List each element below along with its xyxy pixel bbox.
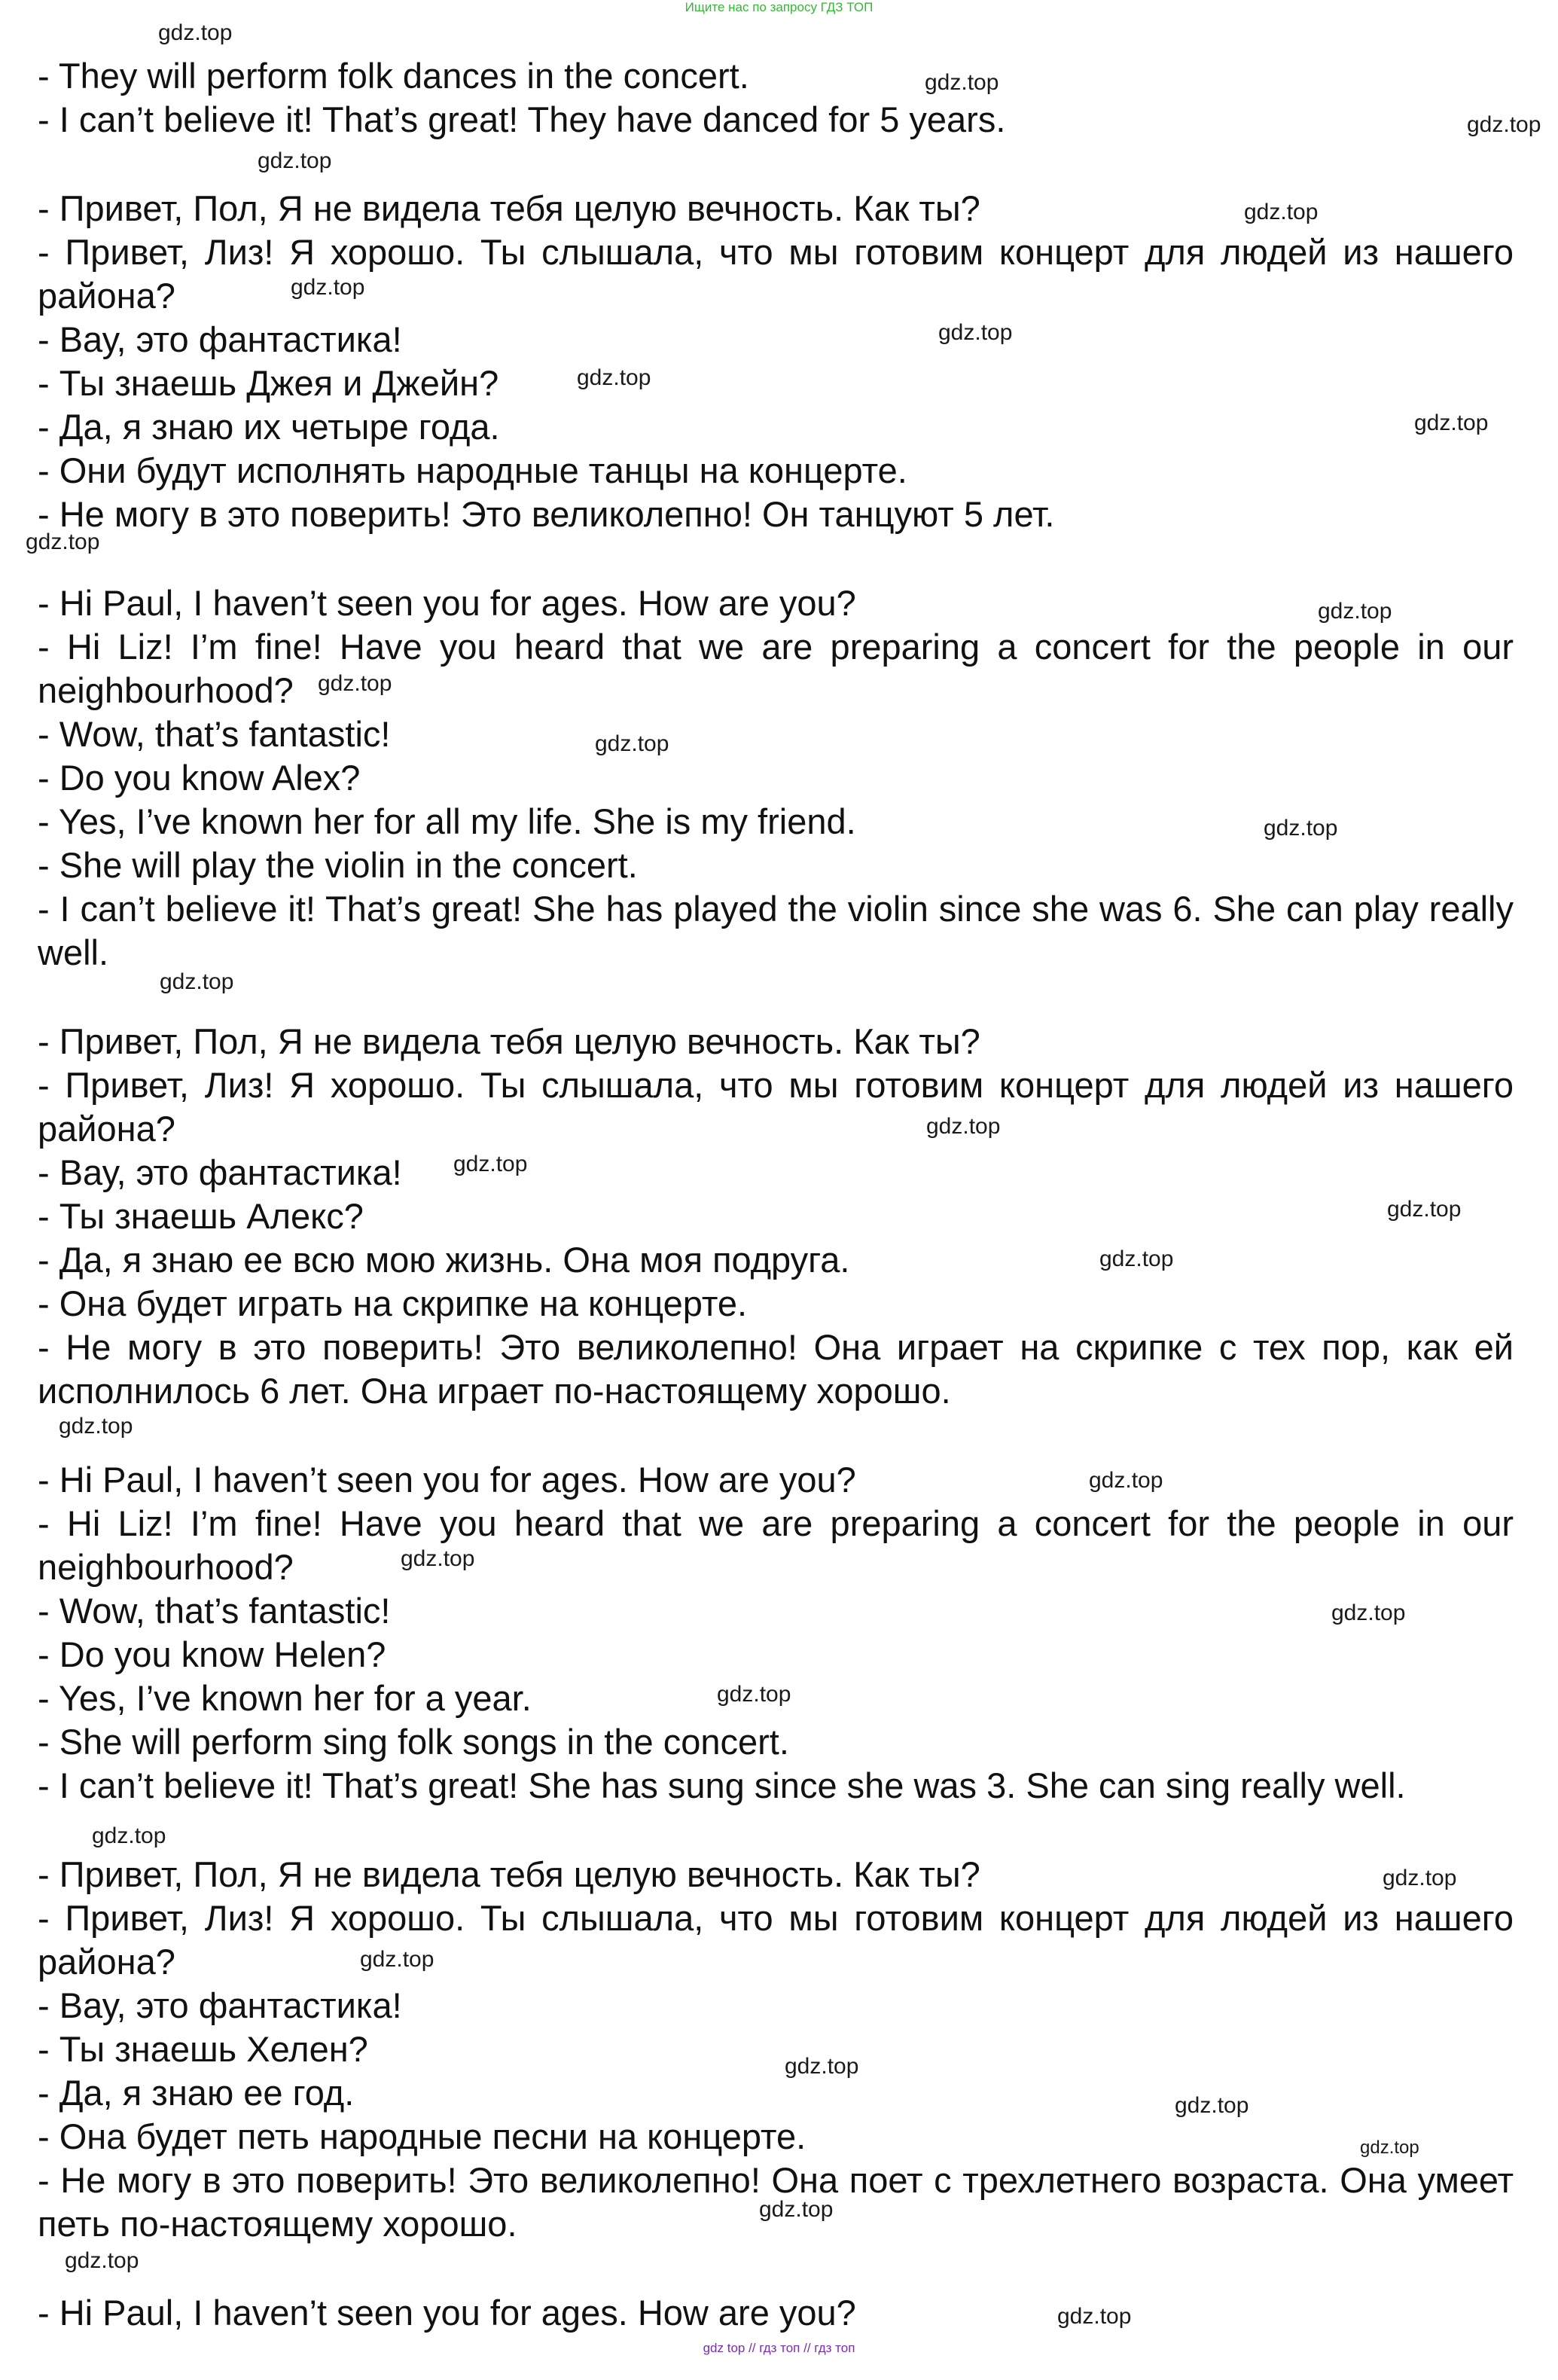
watermark: gdz.top [160,969,234,994]
dialogue-line: - Yes, I’ve known her for a year. [38,1678,532,1718]
watermark: gdz.top [1099,1246,1174,1271]
dialogue-line: - Wow, that’s fantastic! [38,1591,391,1631]
watermark: gdz.top [65,2248,139,2273]
dialogue-line: - Привет, Лиз! Я хорошо. Ты слышала, что мы готовим концерт для людей из нашего района? [38,1898,1514,1982]
dialogue-line: - Привет, Лиз! Я хорошо. Ты слышала, что мы готовим концерт для людей из нашего района? [38,1065,1514,1149]
dialogue-line: - Hi Paul, I haven’t seen you for ages. How are you? [38,583,856,623]
dialogue-line: - Не могу в это поверить! Это великолепно! Он танцуют 5 лет. [38,494,1055,534]
dialogue-line: - Yes, I’ve known her for all my life. She is my friend. [38,801,856,841]
dialogue-line: - Do you know Helen? [38,1634,386,1674]
dialogue-line: - Она будет играть на скрипке на концерте. [38,1283,748,1323]
watermark: gdz.top [26,529,100,554]
dialogue-line: - I can’t believe it! That’s great! She has played the violin since she was 6. She can play really well. [38,889,1514,972]
watermark: gdz.top [759,2197,834,2222]
watermark: gdz.top [92,1823,166,1848]
dialogue-line: - Вау, это фантастика! [38,319,402,359]
dialogue-line: - Привет, Пол, Я не видела тебя целую вечность. Как ты? [38,188,980,228]
watermark: gdz.top [1467,112,1541,137]
watermark: gdz.top [1264,816,1338,841]
dialogue-block [38,2291,1514,2335]
dialogue-line: - Привет, Лиз! Я хорошо. Ты слышала, что мы готовим концерт для людей из нашего района? [38,232,1514,316]
dialogue-line: - Привет, Пол, Я не видела тебя целую вечность. Как ты? [38,1021,980,1061]
watermark: gdz.top [1414,410,1489,435]
dialogue-line: - Не могу в это поверить! Это великолепно! Она играет на скрипке с тех пор, как ей исполнилось 6 лет. Она играет по-настоящему хорошо. [38,1327,1514,1411]
watermark: gdz.top [717,1682,791,1707]
watermark: gdz.top [577,365,651,390]
watermark: gdz.top [1057,2304,1132,2329]
watermark: gdz.top [595,731,669,756]
watermark: gdz.top [938,320,1013,345]
watermark: gdz.top [925,70,999,95]
watermark: gdz.top [1175,2093,1249,2118]
dialogue-line: - Ты знаешь Джея и Джейн? [38,363,499,403]
dialogue-line: - Да, я знаю их четыре года. [38,407,500,447]
watermark: gdz.top [258,148,332,173]
watermark: gdz.top [926,1114,1001,1139]
dialogue-line: - She will perform sing folk songs in the concert. [38,1722,789,1762]
watermark: gdz.top [1331,1600,1406,1625]
dialogue-line: - I can’t believe it! That’s great! They have danced for 5 years. [38,99,1006,139]
watermark: gdz.top [785,2054,859,2079]
dialogue-line: - Вау, это фантастика! [38,1152,402,1192]
dialogue-line: - Не могу в это поверить! Это великолепно! Она поет с трехлетнего возраста. Она умеет петь по-настоящему хорошо. [38,2160,1514,2244]
dialogue-line: - Ты знаешь Хелен? [38,2029,368,2069]
watermark: gdz.top [401,1546,475,1571]
watermark: gdz.top [1360,2137,1419,2158]
dialogue-line: - Wow, that’s fantastic! [38,714,391,754]
dialogue-block [38,1020,1514,1413]
dialogue-block [38,187,1514,536]
dialogue-line: - Hi Liz! I’m fine! Have you heard that we are preparing a concert for the people in our neighbourhood? [38,627,1514,710]
watermark: gdz.top [59,1414,133,1439]
dialogue-line: - Да, я знаю ее всю мою жизнь. Она моя подруга. [38,1240,850,1280]
watermark: gdz.top [1318,599,1392,624]
dialogue-line: - They will perform folk dances in the concert. [38,56,749,96]
watermark: gdz.top [453,1152,528,1176]
watermark: gdz.top [1244,200,1319,224]
watermark: gdz.top [158,20,233,45]
watermark: gdz.top [360,1947,434,1972]
dialogue-line: - Hi Paul, I haven’t seen you for ages. How are you? [38,1460,856,1500]
dialogue-line: - Да, я знаю ее год. [38,2073,355,2113]
dialogue-block [38,581,1514,975]
dialogue-block [38,1853,1514,2246]
watermark: gdz.top [318,671,392,696]
dialogue-line: - I can’t believe it! That’s great! She has sung since she was 3. She can sing really well. [38,1765,1406,1805]
document-body [38,54,1514,2380]
watermark: gdz.top [1383,1866,1457,1890]
dialogue-block [38,54,1514,142]
dialogue-block [38,1458,1514,1808]
dialogue-line: - Hi Liz! I’m fine! Have you heard that we are preparing a concert for the people in our neighbourhood? [38,1503,1514,1587]
dialogue-line: - Ты знаешь Алекс? [38,1196,364,1236]
watermark: gdz.top [1387,1197,1462,1222]
footer-links[interactable]: gdz top // гдз топ // гдз топ [703,2341,855,2355]
watermark: gdz.top [291,275,365,300]
dialogue-line: - Do you know Alex? [38,758,361,798]
dialogue-line: - Вау, это фантастика! [38,1985,402,2025]
dialogue-line: - Они будут исполнять народные танцы на концерте. [38,450,907,490]
dialogue-line: - She will play the violin in the concert. [38,845,638,885]
watermark: gdz.top [1089,1468,1163,1493]
dialogue-line: - Она будет петь народные песни на концерте. [38,2116,806,2156]
top-banner[interactable]: Ищите нас по запросу ГДЗ ТОП [684,0,874,14]
dialogue-line: - Привет, Пол, Я не видела тебя целую вечность. Как ты? [38,1854,980,1894]
dialogue-line: - Hi Paul, I haven’t seen you for ages. How are you? [38,2293,856,2333]
